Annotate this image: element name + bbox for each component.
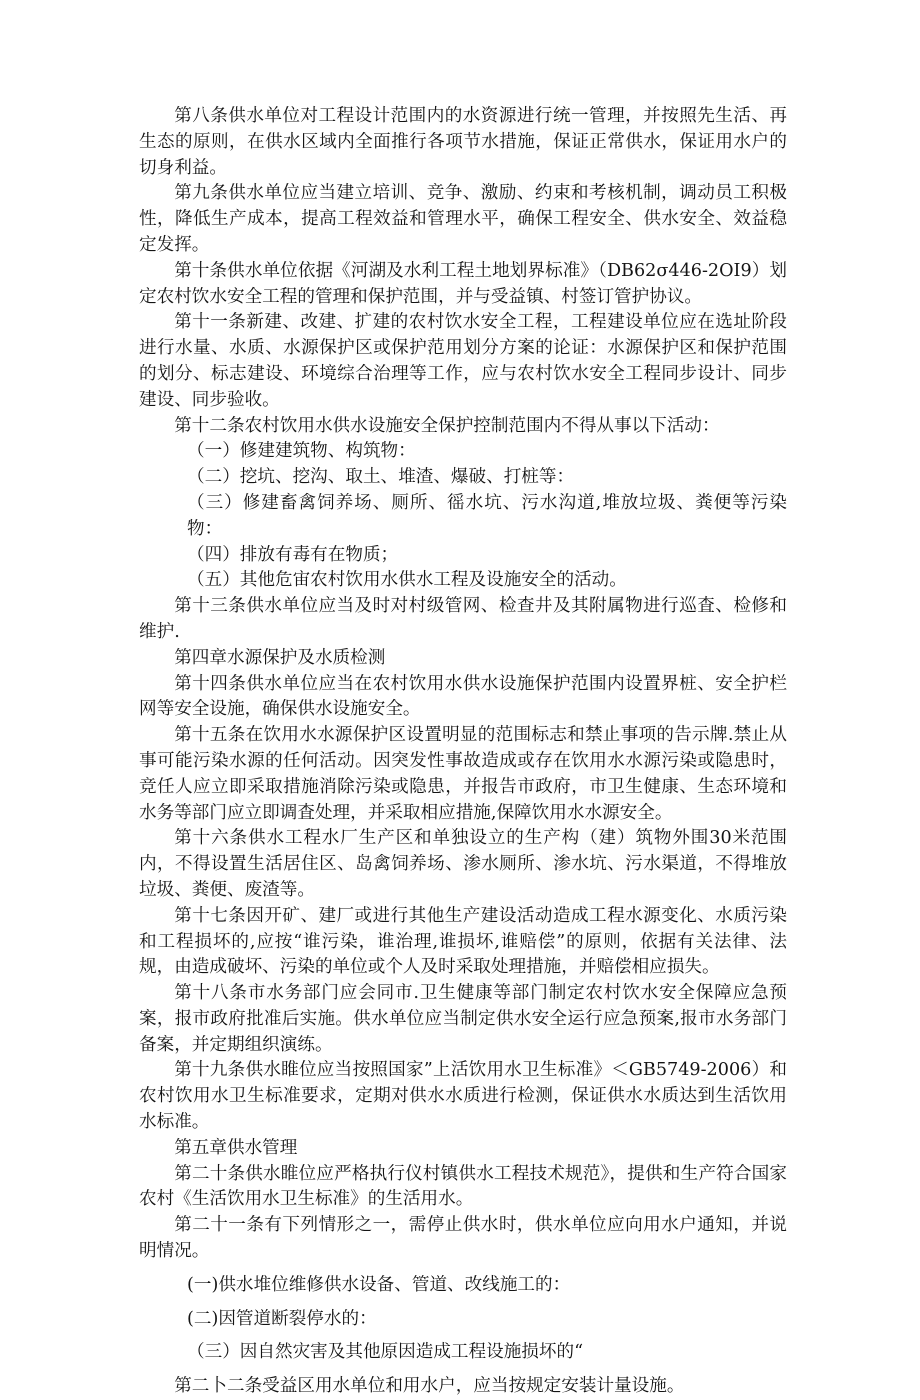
article-21-item-1: (一)供水堆位维修供水设备、管道、改线施工的： xyxy=(187,1274,571,1295)
article-20: 第二十条供水睢位应严格执行仪村镇供水工程技术规范》，提供和生产符合国家农村《生活饮用水卫生标准》的生活用水。 xyxy=(139,1163,787,1210)
chapter-5-heading: 第五章供水管理 xyxy=(174,1137,298,1158)
article-12-item-4: （四）排放有毒有在物质； xyxy=(187,544,399,565)
article-21: 第二十一条有下列情形之一，需停止供水时，供水单位应向用水户通知，并说明情况。 xyxy=(139,1215,787,1262)
article-11: 第十一条新建、改建、扩建的农村饮水安全工程，工程建设单位应在选址阶段进行水量、水质、水源保护区或保护范用划分方案的论证：水源保护区和保护范围的划分、标志建设、环境综合治理等工作，应与农村饮水安全工程同步设计、同步建设、同步验收。 xyxy=(139,312,787,410)
article-12-item-2: （二）挖坑、挖沟、取土、堆渣、爆破、打桩等： xyxy=(187,467,575,488)
article-19: 第十九条供水睢位应当按照国家”上活饮用水卫生标准》＜GB5749-2006）和农村饮用水卫生标准要求，定期对供水水质进行检测，保证供水水质达到生活饮用水标准。 xyxy=(139,1060,787,1133)
spacer xyxy=(139,1366,787,1374)
article-13: 第十三条供水单位应当及时对村级管网、检查井及其附属物进行巡査、检修和维护. xyxy=(139,596,787,642)
article-12-item-3: （三）修建畜禽饲养场、厕所、徭水坑、污水沟道,堆放垃圾、粪便等污染物： xyxy=(187,492,787,539)
article-8: 第八条供水单位对工程设计范围内的水资源进行统一管理，并按照先生活、再生态的原则，在供水区域内全面推行各项节水措施，保证正常供水，保证用水户的切身利益。 xyxy=(139,106,787,178)
article-12-item-5: （五）其他危宙农村饮用水供水工程及设施安全的活动。 xyxy=(187,570,627,591)
chapter-4-heading: 第四章水源保护及水质检测 xyxy=(174,647,386,668)
spacer xyxy=(139,1299,787,1307)
article-9: 第九条供水单位应当建立培训、竞争、激励、约束和考核机制，调动员工积极性，降低生产成本，提高工程效益和管理水平，确保工程安全、供水安全、效益稳定发挥。 xyxy=(139,183,787,255)
article-12: 第十二条农村饮用水供水设施安全保护控制范围内不得从事以下活动： xyxy=(174,415,720,436)
article-21-item-3: （三）因自然灾害及其他原因造成工程设施损坏的“ xyxy=(187,1342,584,1363)
spacer xyxy=(139,1332,787,1340)
document-body xyxy=(139,104,787,1400)
article-18: 第十八条市水务部门应会同市.卫生健康等部门制定农村饮水安全保障应急预案，报市政府批准后实施。供水单位应当制定供水安全运行应急预案,报市水务部门备案，并定期组织演练。 xyxy=(139,983,787,1055)
article-10: 第十条供水单位依据《河湖及水利工程土地划界标准》（DB62σ446-2OI9）划定农村饮水安全工程的管理和保护范围，并与受益镇、村签订管护协议。 xyxy=(139,260,787,307)
article-16: 第十六条供水工程水厂生产区和单独设立的生产构（建）筑物外围30米范围内，不得设置生活居住区、岛禽饲养场、渗水厕所、渗水坑、污水渠道，不得堆放垃圾、粪便、废渣等。 xyxy=(139,828,787,900)
spacer xyxy=(139,1265,787,1273)
article-21-item-2: (二)因管道断裂停水的： xyxy=(187,1308,377,1329)
article-15: 第十五条在饮用水水源保护区设置明显的范围标志和禁止事项的告示牌.禁止从事可能污染水源的任何活动。因突发性事故造成或存在饮用水水源污染或隐患时，竞任人应立即采取措施消除污染或隐患，并报告市政府，市卫生健康、生态环境和水务等部门应立即调査处理，并采取相应措施,保障饮用水水源安全。 xyxy=(139,725,787,823)
article-17: 第十七条因开矿、建厂或进行其他生产建设活动造成工程水源变化、水质污染和工程损坏的,应按“谁污染，谁治理,谁损坏,谁赔偿”的原则，依据有关法律、法规，由造成破坏、污染的单位或个人及时采取处理措施，并赔偿相应损失。 xyxy=(139,905,787,978)
article-12-item-1: （一）修建建筑物、构筑物： xyxy=(187,441,416,462)
article-14: 第十四条供水单位应当在农村饮用水供水设施保护范围内设置界桩、安全护栏网等安全设施，确保供水设施安全。 xyxy=(139,673,787,720)
article-22: 第二卜二条受益区用水单位和用水户，应当按规定安装计量设施。 xyxy=(174,1376,685,1397)
